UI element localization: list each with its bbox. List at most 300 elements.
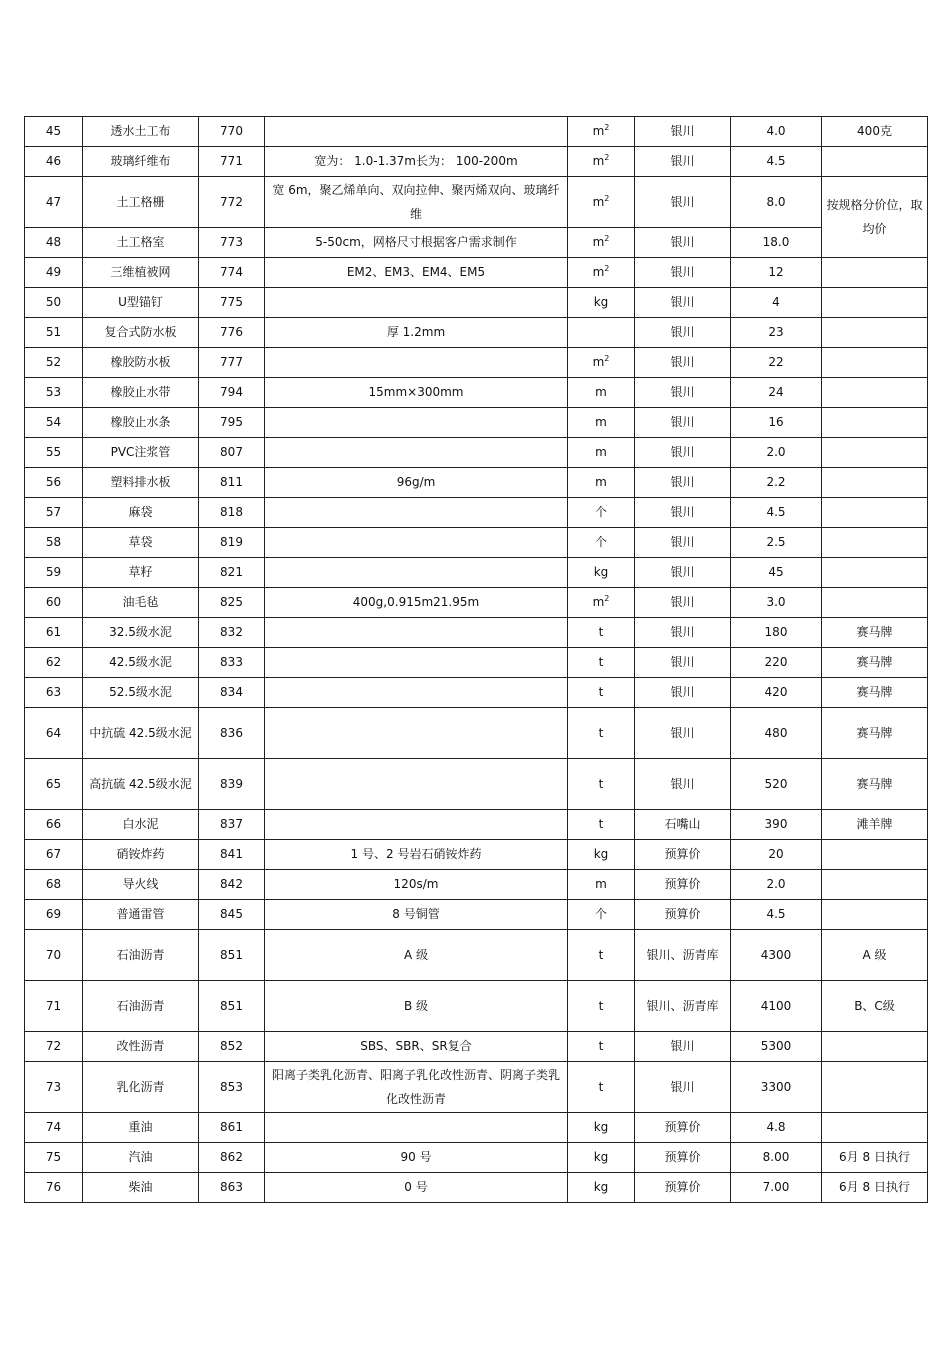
- material-name-cell: 麻袋: [83, 498, 199, 528]
- specification-cell: [265, 678, 568, 708]
- remark-cell: [822, 348, 928, 378]
- origin-cell: 银川: [635, 408, 731, 438]
- unit-cell: [568, 678, 635, 708]
- specification-cell: [265, 408, 568, 438]
- specification-cell: EM2、EM3、EM4、EM5: [265, 258, 568, 288]
- material-code-cell: 774: [199, 258, 265, 288]
- unit-cell: [568, 759, 635, 810]
- remark-cell: [822, 1032, 928, 1062]
- remark-cell: [822, 498, 928, 528]
- remark-cell: [822, 528, 928, 558]
- unit-cell: [568, 438, 635, 468]
- unit-text: 个: [594, 907, 607, 921]
- price-cell: 8.0: [731, 177, 822, 228]
- material-name-cell: 白水泥: [83, 810, 199, 840]
- price-cell: 4.5: [731, 147, 822, 177]
- origin-cell: 银川、沥青库: [635, 981, 731, 1032]
- price-cell: 2.5: [731, 528, 822, 558]
- origin-cell: 银川: [635, 708, 731, 759]
- price-cell: 4100: [731, 981, 822, 1032]
- origin-cell: 银川: [635, 528, 731, 558]
- unit-text: t: [598, 817, 604, 831]
- specification-cell: [265, 528, 568, 558]
- origin-cell: 银川: [635, 438, 731, 468]
- specification-cell: [265, 558, 568, 588]
- row-number-cell: 76: [25, 1173, 83, 1203]
- price-cell: 420: [731, 678, 822, 708]
- unit-cell: [568, 378, 635, 408]
- row-number-cell: 47: [25, 177, 83, 228]
- row-number-cell: 67: [25, 840, 83, 870]
- unit-cell: [568, 1032, 635, 1062]
- origin-cell: 银川: [635, 288, 731, 318]
- table-row: [25, 408, 928, 438]
- origin-cell: 银川、沥青库: [635, 930, 731, 981]
- origin-cell: 银川: [635, 258, 731, 288]
- unit-text: t: [598, 998, 604, 1013]
- table-row: [25, 378, 928, 408]
- remark-cell: B、C级: [822, 981, 928, 1032]
- price-cell: 3.0: [731, 588, 822, 618]
- table-row: [25, 870, 928, 900]
- unit-text: t: [598, 725, 604, 740]
- table-row: [25, 117, 928, 147]
- unit-exponent: 2: [604, 193, 610, 203]
- price-cell: 24: [731, 378, 822, 408]
- material-name-cell: 橡胶止水带: [83, 378, 199, 408]
- specification-cell: [265, 708, 568, 759]
- unit-cell: [568, 648, 635, 678]
- unit-text: m: [592, 124, 605, 138]
- row-number-cell: 66: [25, 810, 83, 840]
- unit-text: kg: [593, 565, 609, 579]
- remark-cell: 赛马牌: [822, 618, 928, 648]
- specification-cell: A 级: [265, 930, 568, 981]
- unit-cell: [568, 1173, 635, 1203]
- remark-cell: [822, 288, 928, 318]
- unit-cell: [568, 288, 635, 318]
- specification-cell: [265, 648, 568, 678]
- specification-cell: B 级: [265, 981, 568, 1032]
- unit-text: t: [598, 655, 604, 669]
- material-code-cell: 775: [199, 288, 265, 318]
- remark-cell: 赛马牌: [822, 648, 928, 678]
- material-name-cell: 柴油: [83, 1173, 199, 1203]
- material-code-cell: 771: [199, 147, 265, 177]
- table-row: [25, 588, 928, 618]
- material-name-cell: 土工格室: [83, 228, 199, 258]
- unit-text: kg: [593, 1150, 609, 1164]
- row-number-cell: 52: [25, 348, 83, 378]
- origin-cell: 银川: [635, 498, 731, 528]
- row-number-cell: 68: [25, 870, 83, 900]
- material-code-cell: 853: [199, 1062, 265, 1113]
- specification-cell: [265, 117, 568, 147]
- remark-cell: 赛马牌: [822, 678, 928, 708]
- price-cell: 16: [731, 408, 822, 438]
- remark-cell: [822, 468, 928, 498]
- row-number-cell: 55: [25, 438, 83, 468]
- material-code-cell: 842: [199, 870, 265, 900]
- remark-cell: [822, 258, 928, 288]
- unit-text: m: [595, 385, 607, 399]
- price-cell: 520: [731, 759, 822, 810]
- price-cell: 3300: [731, 1062, 822, 1113]
- material-name-cell: 石油沥青: [83, 981, 199, 1032]
- row-number-cell: 69: [25, 900, 83, 930]
- specification-cell: 宽为： 1.0-1.37m长为： 100-200m: [265, 147, 568, 177]
- unit-cell: [568, 498, 635, 528]
- specification-cell: [265, 759, 568, 810]
- unit-exponent: 2: [604, 264, 610, 273]
- material-code-cell: 794: [199, 378, 265, 408]
- table-row: [25, 528, 928, 558]
- row-number-cell: 60: [25, 588, 83, 618]
- price-cell: 480: [731, 708, 822, 759]
- material-code-cell: 832: [199, 618, 265, 648]
- table-row: [25, 678, 928, 708]
- unit-cell: [568, 117, 635, 147]
- unit-text: kg: [593, 847, 609, 861]
- table-row: [25, 759, 928, 810]
- price-cell: 18.0: [731, 228, 822, 258]
- price-cell: 22: [731, 348, 822, 378]
- row-number-cell: 63: [25, 678, 83, 708]
- row-number-cell: 48: [25, 228, 83, 258]
- material-code-cell: 772: [199, 177, 265, 228]
- unit-cell: [568, 408, 635, 438]
- table-row: [25, 1062, 928, 1113]
- specification-cell: 8 号铜管: [265, 900, 568, 930]
- specification-cell: 120s/m: [265, 870, 568, 900]
- table-row: [25, 348, 928, 378]
- row-number-cell: 45: [25, 117, 83, 147]
- row-number-cell: 75: [25, 1143, 83, 1173]
- material-name-cell: 土工格栅: [83, 177, 199, 228]
- price-cell: 180: [731, 618, 822, 648]
- unit-text: t: [598, 625, 604, 639]
- row-number-cell: 57: [25, 498, 83, 528]
- origin-cell: 银川: [635, 228, 731, 258]
- unit-cell: [568, 348, 635, 378]
- origin-cell: 银川: [635, 117, 731, 147]
- unit-cell: [568, 528, 635, 558]
- row-number-cell: 65: [25, 759, 83, 810]
- material-code-cell: 825: [199, 588, 265, 618]
- specification-cell: 阳离子类乳化沥青、阳离子乳化改性沥青、阴离子类乳化改性沥青: [265, 1062, 568, 1113]
- unit-text: t: [598, 947, 604, 962]
- material-code-cell: 851: [199, 981, 265, 1032]
- table-row: [25, 840, 928, 870]
- table-body: [25, 117, 928, 1203]
- price-cell: 4: [731, 288, 822, 318]
- row-number-cell: 74: [25, 1113, 83, 1143]
- material-code-cell: 861: [199, 1113, 265, 1143]
- material-name-cell: 玻璃纤维布: [83, 147, 199, 177]
- table-row: [25, 228, 928, 258]
- material-name-cell: 高抗硫 42.5级水泥: [83, 759, 199, 810]
- table-row: [25, 900, 928, 930]
- price-cell: 390: [731, 810, 822, 840]
- origin-cell: 预算价: [635, 870, 731, 900]
- origin-cell: 银川: [635, 618, 731, 648]
- origin-cell: 银川: [635, 177, 731, 228]
- table-row: [25, 618, 928, 648]
- unit-cell: [568, 900, 635, 930]
- remark-cell: [822, 1113, 928, 1143]
- table-row: [25, 708, 928, 759]
- specification-cell: 宽 6m，聚乙烯单向、双向拉伸、聚丙烯双向、玻璃纤维: [265, 177, 568, 228]
- material-name-cell: 32.5级水泥: [83, 618, 199, 648]
- table-row: [25, 810, 928, 840]
- unit-text: m: [592, 235, 605, 249]
- row-number-cell: 50: [25, 288, 83, 318]
- price-cell: 45: [731, 558, 822, 588]
- origin-cell: 银川: [635, 318, 731, 348]
- remark-cell: 按规格分价位，取均价: [822, 177, 928, 258]
- unit-text: kg: [593, 295, 609, 309]
- unit-text: m: [595, 445, 607, 459]
- specification-cell: 400g,0.915m21.95m: [265, 588, 568, 618]
- unit-cell: [568, 468, 635, 498]
- material-name-cell: 橡胶止水条: [83, 408, 199, 438]
- material-code-cell: 834: [199, 678, 265, 708]
- origin-cell: 银川: [635, 678, 731, 708]
- price-cell: 4.0: [731, 117, 822, 147]
- price-cell: 2.0: [731, 870, 822, 900]
- price-cell: 23: [731, 318, 822, 348]
- origin-cell: 银川: [635, 759, 731, 810]
- row-number-cell: 71: [25, 981, 83, 1032]
- row-number-cell: 72: [25, 1032, 83, 1062]
- material-code-cell: 836: [199, 708, 265, 759]
- material-code-cell: 811: [199, 468, 265, 498]
- material-code-cell: 773: [199, 228, 265, 258]
- unit-cell: [568, 930, 635, 981]
- material-code-cell: 851: [199, 930, 265, 981]
- row-number-cell: 73: [25, 1062, 83, 1113]
- price-cell: 5300: [731, 1032, 822, 1062]
- table-row: [25, 1173, 928, 1203]
- material-code-cell: 841: [199, 840, 265, 870]
- remark-cell: [822, 318, 928, 348]
- unit-cell: [568, 1143, 635, 1173]
- material-code-cell: 863: [199, 1173, 265, 1203]
- unit-text: m: [592, 194, 605, 209]
- row-number-cell: 49: [25, 258, 83, 288]
- table-row: [25, 498, 928, 528]
- unit-cell: [568, 1062, 635, 1113]
- material-name-cell: 乳化沥青: [83, 1062, 199, 1113]
- material-code-cell: 852: [199, 1032, 265, 1062]
- row-number-cell: 46: [25, 147, 83, 177]
- price-cell: 7.00: [731, 1173, 822, 1203]
- table-row: [25, 1143, 928, 1173]
- price-cell: 20: [731, 840, 822, 870]
- row-number-cell: 61: [25, 618, 83, 648]
- remark-cell: [822, 408, 928, 438]
- remark-cell: [822, 147, 928, 177]
- origin-cell: 银川: [635, 648, 731, 678]
- unit-text: 个: [594, 535, 607, 549]
- remark-cell: 400克: [822, 117, 928, 147]
- unit-cell: [568, 981, 635, 1032]
- origin-cell: 预算价: [635, 1143, 731, 1173]
- price-cell: 4.5: [731, 498, 822, 528]
- unit-text: m: [592, 265, 605, 279]
- specification-cell: 15mm×300mm: [265, 378, 568, 408]
- material-code-cell: 818: [199, 498, 265, 528]
- material-name-cell: 重油: [83, 1113, 199, 1143]
- material-name-cell: 橡胶防水板: [83, 348, 199, 378]
- specification-cell: SBS、SBR、SR复合: [265, 1032, 568, 1062]
- unit-exponent: 2: [604, 153, 610, 162]
- table-row: [25, 930, 928, 981]
- row-number-cell: 59: [25, 558, 83, 588]
- origin-cell: 银川: [635, 147, 731, 177]
- unit-cell: [568, 558, 635, 588]
- material-name-cell: 普通雷管: [83, 900, 199, 930]
- specification-cell: 厚 1.2mm: [265, 318, 568, 348]
- table-row: [25, 648, 928, 678]
- remark-cell: 滩羊牌: [822, 810, 928, 840]
- table-row: [25, 438, 928, 468]
- remark-cell: A 级: [822, 930, 928, 981]
- material-name-cell: 油毛毡: [83, 588, 199, 618]
- unit-text: m: [592, 595, 605, 609]
- material-code-cell: 776: [199, 318, 265, 348]
- unit-cell: [568, 840, 635, 870]
- material-price-table: [24, 116, 928, 1203]
- material-code-cell: 839: [199, 759, 265, 810]
- specification-cell: 96g/m: [265, 468, 568, 498]
- origin-cell: 银川: [635, 1032, 731, 1062]
- specification-cell: 0 号: [265, 1173, 568, 1203]
- unit-cell: [568, 810, 635, 840]
- table-row: [25, 1032, 928, 1062]
- remark-cell: [822, 840, 928, 870]
- unit-cell: [568, 258, 635, 288]
- material-name-cell: 透水土工布: [83, 117, 199, 147]
- unit-text: m: [592, 355, 605, 369]
- unit-text: m: [595, 475, 607, 489]
- specification-cell: 5-50cm，网格尺寸根据客户需求制作: [265, 228, 568, 258]
- remark-cell: [822, 558, 928, 588]
- unit-text: m: [595, 415, 607, 429]
- price-cell: 2.2: [731, 468, 822, 498]
- remark-cell: 赛马牌: [822, 708, 928, 759]
- origin-cell: 银川: [635, 588, 731, 618]
- remark-cell: 赛马牌: [822, 759, 928, 810]
- origin-cell: 石嘴山: [635, 810, 731, 840]
- material-code-cell: 833: [199, 648, 265, 678]
- material-name-cell: 草袋: [83, 528, 199, 558]
- material-code-cell: 795: [199, 408, 265, 438]
- material-name-cell: 改性沥青: [83, 1032, 199, 1062]
- material-code-cell: 770: [199, 117, 265, 147]
- material-code-cell: 845: [199, 900, 265, 930]
- unit-text: t: [598, 776, 604, 791]
- specification-cell: [265, 810, 568, 840]
- unit-cell: [568, 147, 635, 177]
- price-cell: 220: [731, 648, 822, 678]
- material-name-cell: 汽油: [83, 1143, 199, 1173]
- material-code-cell: 819: [199, 528, 265, 558]
- unit-cell: [568, 870, 635, 900]
- specification-cell: 90 号: [265, 1143, 568, 1173]
- row-number-cell: 70: [25, 930, 83, 981]
- price-cell: 12: [731, 258, 822, 288]
- table-row: [25, 288, 928, 318]
- row-number-cell: 56: [25, 468, 83, 498]
- row-number-cell: 62: [25, 648, 83, 678]
- material-name-cell: 中抗硫 42.5级水泥: [83, 708, 199, 759]
- unit-text: t: [598, 1039, 604, 1053]
- specification-cell: [265, 1113, 568, 1143]
- material-name-cell: 导火线: [83, 870, 199, 900]
- unit-cell: [568, 708, 635, 759]
- material-code-cell: 807: [199, 438, 265, 468]
- origin-cell: 预算价: [635, 840, 731, 870]
- origin-cell: 预算价: [635, 1113, 731, 1143]
- remark-cell: [822, 870, 928, 900]
- origin-cell: 银川: [635, 378, 731, 408]
- unit-text: kg: [593, 1180, 609, 1194]
- material-name-cell: 草籽: [83, 558, 199, 588]
- specification-cell: 1 号、2 号岩石硝铵炸药: [265, 840, 568, 870]
- unit-cell: [568, 1113, 635, 1143]
- price-cell: 8.00: [731, 1143, 822, 1173]
- table-row: [25, 468, 928, 498]
- unit-exponent: 2: [604, 594, 610, 603]
- unit-text: t: [598, 685, 604, 699]
- material-name-cell: 塑料排水板: [83, 468, 199, 498]
- material-code-cell: 837: [199, 810, 265, 840]
- material-name-cell: 42.5级水泥: [83, 648, 199, 678]
- unit-cell: [568, 318, 635, 348]
- price-cell: 4.8: [731, 1113, 822, 1143]
- remark-cell: [822, 1062, 928, 1113]
- price-cell: 4.5: [731, 900, 822, 930]
- unit-exponent: 2: [604, 123, 610, 132]
- unit-exponent: 2: [604, 234, 610, 243]
- row-number-cell: 53: [25, 378, 83, 408]
- unit-text: m: [595, 877, 607, 891]
- price-cell: 2.0: [731, 438, 822, 468]
- origin-cell: 银川: [635, 468, 731, 498]
- unit-text: kg: [593, 1120, 609, 1134]
- unit-text: t: [598, 1079, 604, 1094]
- unit-exponent: 2: [604, 354, 610, 363]
- unit-text: m: [592, 154, 605, 168]
- origin-cell: 银川: [635, 1062, 731, 1113]
- specification-cell: [265, 498, 568, 528]
- remark-cell: 6月 8 日执行: [822, 1143, 928, 1173]
- material-code-cell: 777: [199, 348, 265, 378]
- unit-cell: [568, 228, 635, 258]
- origin-cell: 银川: [635, 558, 731, 588]
- table-row: [25, 318, 928, 348]
- remark-cell: [822, 900, 928, 930]
- remark-cell: [822, 378, 928, 408]
- material-name-cell: 复合式防水板: [83, 318, 199, 348]
- material-name-cell: U型锚钉: [83, 288, 199, 318]
- specification-cell: [265, 618, 568, 648]
- material-name-cell: 52.5级水泥: [83, 678, 199, 708]
- table-row: [25, 981, 928, 1032]
- unit-text: 个: [594, 505, 607, 519]
- remark-cell: [822, 438, 928, 468]
